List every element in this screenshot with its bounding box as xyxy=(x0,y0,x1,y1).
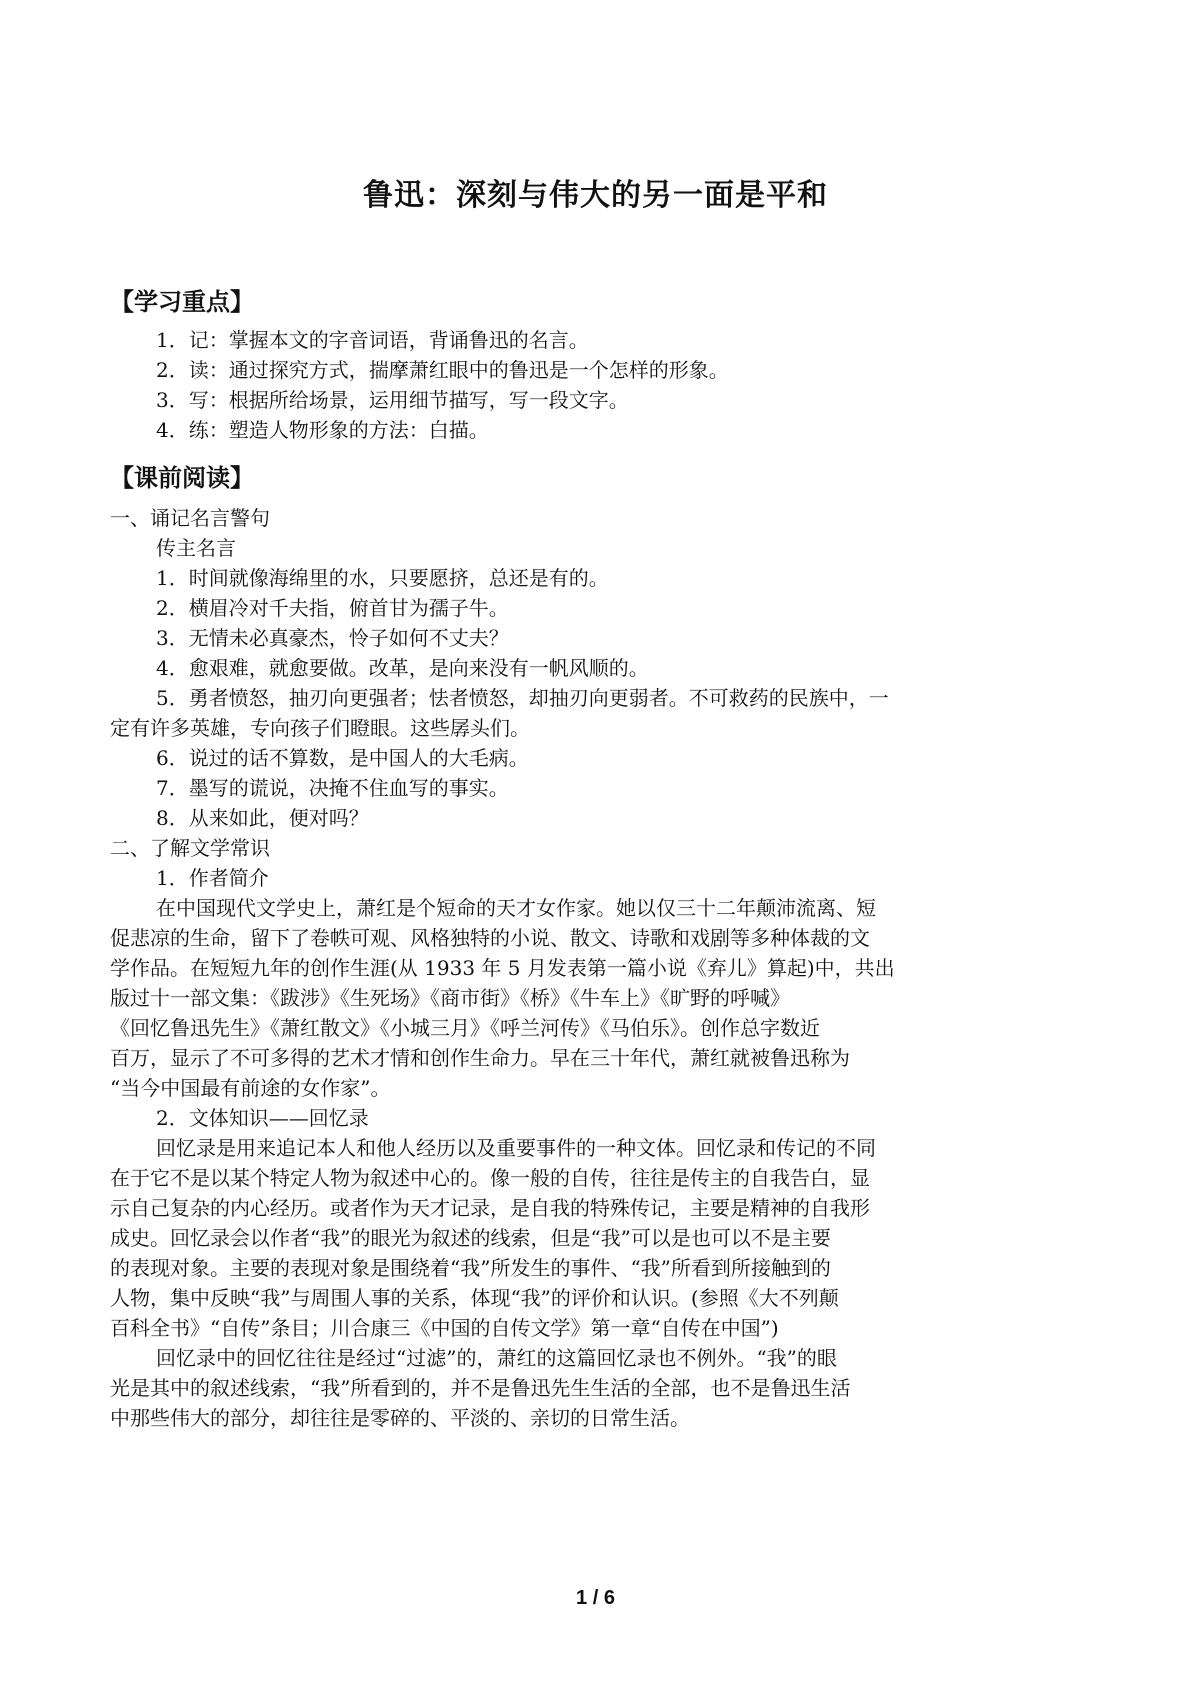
text-line: 促悲凉的生命，留下了卷帙可观、风格独特的小说、散文、诗歌和戏剧等多种体裁的文 xyxy=(110,926,870,950)
focus-item: 1．记：掌握本文的字音词语，背诵鲁迅的名言。 xyxy=(156,328,589,352)
text-line: 回忆录中的回忆往往是经过“过滤”的，萧红的这篇回忆录也不例外。“我”的眼 xyxy=(156,1346,837,1370)
text-line: 3．无情未必真豪杰，怜子如何不丈夫？ xyxy=(156,626,509,650)
page-title: 鲁迅：深刻与伟大的另一面是平和 xyxy=(363,178,828,213)
text-line: 百万，显示了不可多得的艺术才情和创作生命力。早在三十年代，萧红就被鲁迅称为 xyxy=(110,1046,850,1070)
focus-item: 4．练：塑造人物形象的方法：白描。 xyxy=(156,418,489,442)
text-line: 2．文体知识——回忆录 xyxy=(156,1106,369,1130)
text-line: 的表现对象。主要的表现对象是围绕着“我”所发生的事件、“我”所看到所接触到的 xyxy=(110,1256,831,1280)
text-line: 传主名言 xyxy=(156,536,236,560)
text-line: 一、诵记名言警句 xyxy=(110,506,270,530)
focus-item: 3．写：根据所给场景，运用细节描写，写一段文字。 xyxy=(156,388,629,412)
text-line: 成史。回忆录会以作者“我”的眼光为叙述的线索，但是“我”可以是也可以不是主要 xyxy=(110,1226,831,1250)
text-line: 回忆录是用来追记本人和他人经历以及重要事件的一种文体。回忆录和传记的不同 xyxy=(156,1136,876,1160)
text-line: 人物，集中反映“我”与周围人事的关系，体现“我”的评价和认识。(参照《大不列颠 xyxy=(110,1286,839,1310)
page-number: 1 / 6 xyxy=(576,1587,615,1609)
text-line: 5．勇者愤怒，抽刃向更强者；怯者愤怒，却抽刃向更弱者。不可救药的民族中，一 xyxy=(156,686,889,710)
text-line: 光是其中的叙述线索，“我”所看到的，并不是鲁迅先生生活的全部，也不是鲁迅生活 xyxy=(110,1376,851,1400)
text-line: 在于它不是以某个特定人物为叙述中心的。像一般的自传，往往是传主的自我告白，显 xyxy=(110,1166,870,1190)
section-heading-reading: 【课前阅读】 xyxy=(110,463,254,492)
text-line: 版过十一部文集：《跋涉》《生死场》《商市街》《桥》《牛车上》《旷野的呼喊》 xyxy=(110,986,790,1010)
text-line: 百科全书》“自传”条目；川合康三《中国的自传文学》第一章“自传在中国”) xyxy=(110,1316,779,1340)
text-line: 二、了解文学常识 xyxy=(110,836,270,860)
text-line: 学作品。在短短九年的创作生涯(从 1933 年 5 月发表第一篇小说《弃儿》算起)中，共出 xyxy=(110,956,895,980)
text-line: 4．愈艰难，就愈要做。改革，是向来没有一帆风顺的。 xyxy=(156,656,649,680)
text-line: 《回忆鲁迅先生》《萧红散文》《小城三月》《呼兰河传》《马伯乐》。创作总字数近 xyxy=(110,1016,820,1040)
text-line: “当今中国最有前途的女作家”。 xyxy=(110,1076,391,1100)
text-line: 中那些伟大的部分，却往往是零碎的、平淡的、亲切的日常生活。 xyxy=(110,1406,690,1430)
text-line: 8．从来如此，便对吗？ xyxy=(156,806,369,830)
focus-item: 2．读：通过探究方式，揣摩萧红眼中的鲁迅是一个怎样的形象。 xyxy=(156,358,729,382)
text-line: 1．时间就像海绵里的水，只要愿挤，总还是有的。 xyxy=(156,566,609,590)
text-line: 在中国现代文学史上，萧红是个短命的天才女作家。她以仅三十二年颠沛流离、短 xyxy=(156,896,876,920)
text-line: 7．墨写的谎说，决掩不住血写的事实。 xyxy=(156,776,509,800)
text-line: 6．说过的话不算数，是中国人的大毛病。 xyxy=(156,746,529,770)
text-line: 定有许多英雄，专向孩子们瞪眼。这些孱头们。 xyxy=(110,716,530,740)
section-heading-focus: 【学习重点】 xyxy=(110,287,254,316)
text-line: 示自己复杂的内心经历。或者作为天才记录，是自我的特殊传记，主要是精神的自我形 xyxy=(110,1196,870,1220)
text-line: 2．横眉冷对千夫指，俯首甘为孺子牛。 xyxy=(156,596,509,620)
text-line: 1．作者简介 xyxy=(156,866,269,890)
